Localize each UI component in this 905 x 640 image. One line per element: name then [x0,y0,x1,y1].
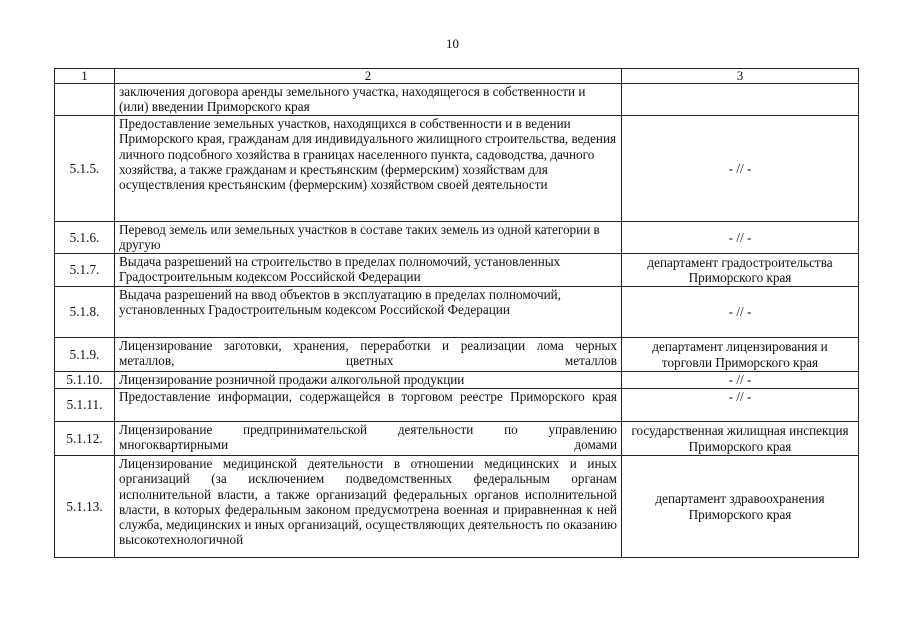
table-row [55,456,859,558]
row-number: 5.1.7. [55,254,115,287]
row-number: 5.1.8. [55,287,115,338]
row-responsible: - // - [622,116,859,222]
row-service-text: Лицензирование предпринимательской деятельности по управлению многоквартирными домами [115,422,622,456]
row-responsible: - // - [622,222,859,254]
row-responsible: государственная жилищная инспекция Приморского края [622,422,859,456]
row-responsible: департамент здравоохранения Приморского края [622,456,859,558]
table-row [55,389,859,422]
row-service-text: Предоставление информации, содержащейся в торговом реестре Приморского края [115,389,622,422]
table-row [55,287,859,338]
row-service-text: Предоставление земельных участков, находящихся в собственности и в ведении Приморского края, гражданам для индивидуального жилищного строительства, ведения личного подсобного хозяйства в границах населенного пункта, садоводства, дачного хозяйства, а также гражданам и крестьянским (фермерским) хозяйствам для осуществления крестьянским (фермерским) хозяйством своей деятельности [115,116,622,222]
page-number: 10 [446,36,459,51]
table-row [55,116,859,222]
row-responsible: - // - [622,389,859,422]
services-table [54,68,859,558]
row-number [55,84,115,116]
row-service-text: Лицензирование розничной продажи алкогольной продукции [115,372,622,389]
row-responsible [622,84,859,116]
table-row [55,338,859,372]
row-number: 5.1.6. [55,222,115,254]
table-row [55,254,859,287]
row-service-text: Лицензирование медицинской деятельности в отношении медицинских и иных организаций (за исключением подведомственных федеральным органам исполнительной власти, а также организаций федеральных органов исполнительной власти, в которых федеральным законом предусмотрена военная и приравненная к ней служба, медицинских и иных организаций, осуществляющих деятельность по оказанию высокотехнологичной [115,456,622,558]
row-responsible: департамент лицензирования и торговли Приморского края [622,338,859,372]
table-header-row [55,69,859,84]
column-header-1: 1 [55,69,115,84]
row-number: 5.1.11. [55,389,115,422]
table-row [55,222,859,254]
row-number: 5.1.9. [55,338,115,372]
row-service-text: Выдача разрешений на ввод объектов в эксплуатацию в пределах полномочий, установленных Градостроительным кодексом Российской Федерации [115,287,622,338]
row-responsible: департамент градостроительства Приморского края [622,254,859,287]
row-number: 5.1.10. [55,372,115,389]
table-row [55,372,859,389]
row-number: 5.1.13. [55,456,115,558]
row-responsible: - // - [622,372,859,389]
table-row [55,422,859,456]
row-service-text: заключения договора аренды земельного участка, находящегося в собственности и (или) введении Приморского края [115,84,622,116]
column-header-2: 2 [115,69,622,84]
row-service-text: Выдача разрешений на строительство в пределах полномочий, установленных Градостроительным кодексом Российской Федерации [115,254,622,287]
row-number: 5.1.5. [55,116,115,222]
row-service-text: Перевод земель или земельных участков в составе таких земель из одной категории в другую [115,222,622,254]
row-service-text: Лицензирование заготовки, хранения, переработки и реализации лома черных металлов, цветных металлов [115,338,622,372]
row-responsible: - // - [622,287,859,338]
row-number: 5.1.12. [55,422,115,456]
column-header-3: 3 [622,69,859,84]
table-row [55,84,859,116]
